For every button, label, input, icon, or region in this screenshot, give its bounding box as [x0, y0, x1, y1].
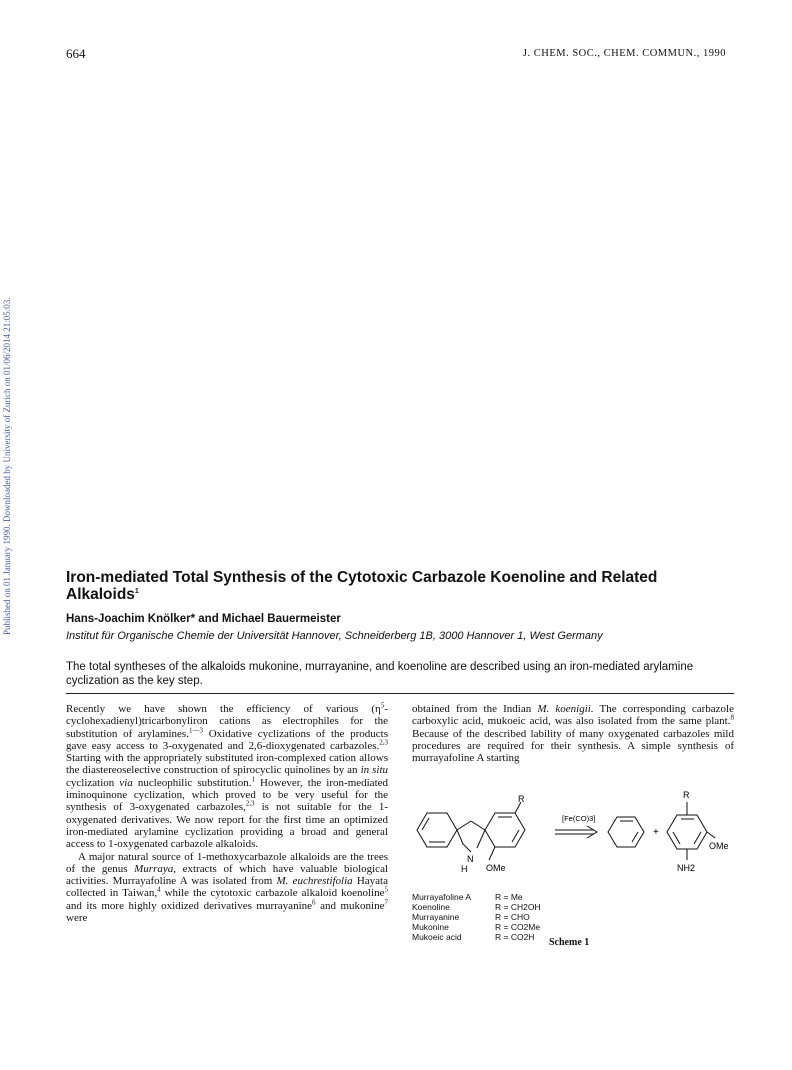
body-column-right: [412, 703, 734, 764]
plus-sign: +: [653, 827, 659, 838]
reference-marker[interactable]: 2,3: [379, 738, 388, 747]
scheme-1: [405, 790, 735, 1070]
article-affiliation: Institut für Organische Chemie der Universität Hannover, Schneiderberg 1B, 3000 Hannover 1, West Germany: [66, 630, 603, 642]
journal-header: J. CHEM. SOC., CHEM. COMMUN., 1990: [522, 48, 726, 59]
reference-marker[interactable]: 7: [384, 898, 388, 907]
italic-text: in situ: [360, 764, 389, 777]
compound-substituent: R = CH2OH: [495, 902, 541, 912]
article-authors: Hans-Joachim Knölker* and Michael Bauermeister: [66, 613, 341, 625]
reference-marker[interactable]: 6: [312, 898, 316, 907]
compound-name: Mukonine: [412, 922, 449, 932]
reagent-label: [Fe(CO)3]: [562, 814, 596, 823]
abstract-divider: [66, 693, 734, 694]
reference-marker[interactable]: 1: [251, 775, 255, 784]
compound-substituent: R = CO2H: [495, 932, 535, 942]
page-number: 664: [66, 46, 86, 61]
reference-marker[interactable]: 8: [730, 713, 734, 722]
paragraph: obtained from the Indian M. koenigii. The corresponding carbazole carboxylic acid, mukoeic acid, was also isolated from the same plant.$^8$ Because of the described lability of many oxygenated carbazoles mild procedures are required for their synthesis. A simple synthesis of murrayafoline A starting: [412, 703, 734, 765]
download-notice[interactable]: [2, 215, 16, 635]
compound-substituents: [495, 892, 541, 942]
reference-marker[interactable]: 4: [157, 885, 161, 894]
compound-name: Murrayanine: [412, 912, 460, 922]
reference-marker[interactable]: 1—3: [188, 725, 203, 734]
reference-marker[interactable]: 5: [380, 701, 385, 710]
r-label-aniline: R: [683, 790, 690, 800]
n-label: N: [467, 854, 474, 864]
title-reference[interactable]: 1: [134, 587, 139, 595]
download-notice-text: Published on 01 January 1990. Downloaded by University of Zurich on 01/06/2014 21:05:03.: [2, 297, 12, 635]
h-label: H: [461, 864, 468, 874]
reference-marker[interactable]: 5: [384, 885, 388, 894]
compound-substituent: R = CO2Me: [495, 922, 541, 932]
italic-text: M. koenigii.: [537, 703, 594, 715]
paragraph: Recently we have shown the efficiency of various $(\eta^5-cyclohexadienyl)tricarbonyliron$ cations as electrophiles for the substitution of arylamines.$^{1—3}$ Oxidative cyclizations of the products gave easy access to 3-oxygenated and 2,6-dioxygenated carbazoles.$^{2,3}$ Starting with the appropriately substituted iron-complexed cation allows the diastereoselective construction of spirocyclic quinolines by an in situ cyclization via nucleophilic substitution.$^1$ However, the iron-mediated iminoquinone cyclization, which proved to be very useful for the synthesis of 3-oxygenated carbazoles,$^{2,3}$ is not suitable for the 1-oxygenated derivatives. We now report for the first time an optimized iron-mediated arylamine cyclization providing a broad and general access to 1-oxygenated carbazole alkaloids.: [66, 701, 389, 851]
compound-substituent: R = CHO: [495, 912, 530, 922]
compound-name: Mukoeic acid: [412, 932, 462, 942]
compound-name: Koenoline: [412, 902, 450, 912]
scheme-caption: Scheme 1: [549, 937, 590, 948]
paragraph: A major natural source of 1-methoxycarbazole alkaloids are the trees of the genus Murraya, extracts of which have valuable biological activities. Murrayafoline A was isolated from M. euchrestifolia Hayata collected in Taiwan,$^4$ while the cytotoxic carbazole alkaloid koenoline$^5$ and its more highly oxidized derivatives murrayanine$^6$ and mukonine$^7$ were: [66, 850, 389, 925]
article-title: [66, 569, 726, 603]
italic-text: Murraya: [134, 862, 174, 875]
ome-label-carbazole: OMe: [486, 863, 506, 873]
r-label-carbazole: R: [518, 794, 525, 804]
italic-text: via: [119, 776, 133, 789]
article-title-text: Iron-mediated Total Synthesis of the Cytotoxic Carbazole Koenoline and Related Alkaloids: [66, 569, 658, 603]
compound-substituent: R = Me: [495, 892, 523, 902]
italic-text: M. euchrestifolia: [276, 875, 353, 888]
ome-label-aniline: OMe: [709, 841, 729, 851]
body-column-left: [66, 703, 388, 924]
compound-name: Murrayafoline A: [412, 892, 472, 902]
reference-marker[interactable]: 2,3: [245, 799, 255, 808]
compound-names: [412, 892, 471, 942]
article-abstract: The total syntheses of the alkaloids mukonine, murrayanine, and koenoline are described using an iron-mediated arylamine cyclization as the key step.: [66, 661, 694, 687]
nh2-label: NH2: [677, 863, 696, 873]
